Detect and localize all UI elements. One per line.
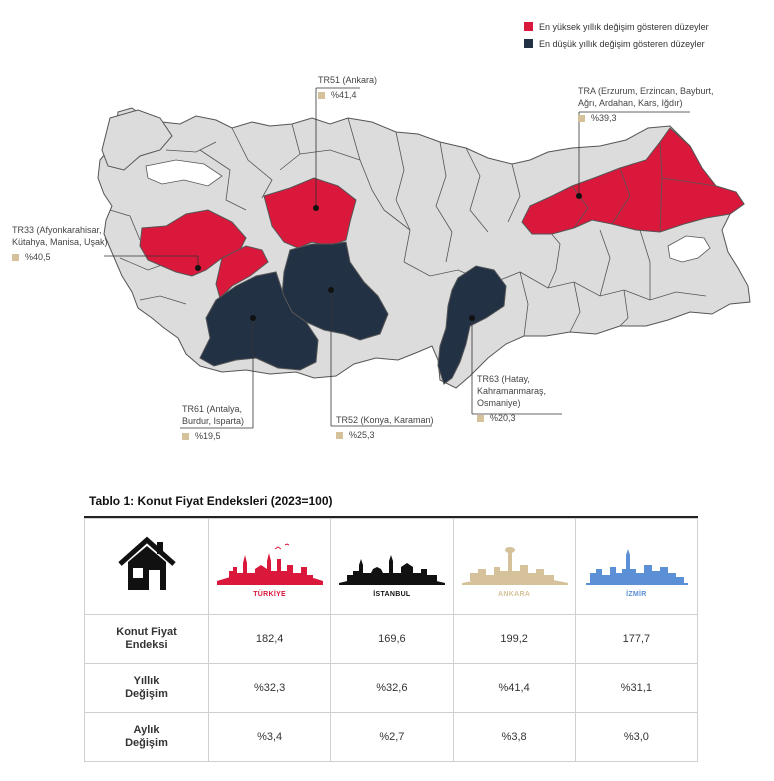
city-header-istanbul [331, 519, 453, 615]
value-swatch [318, 92, 325, 99]
callout-tr63-line3: Osmaniye) [477, 398, 521, 408]
housing-price-index-table [84, 518, 698, 762]
legend-label-low: En düşük yıllık değişim gösteren düzeyler [539, 38, 705, 49]
value-swatch [182, 433, 189, 440]
table-header-row [85, 519, 698, 615]
table-row-index [85, 615, 698, 664]
row-label-line: Yıllık [133, 675, 160, 687]
city-header-izmir [575, 519, 697, 615]
callout-tr61 [182, 403, 244, 442]
callout-tr51-value: %41,4 [331, 90, 357, 100]
table-title: Tablo 1: Konut Fiyat Endeksleri (2023=100) [89, 494, 333, 508]
row-label-line: Endeksi [125, 639, 168, 651]
callout-tr63-line1: TR63 (Hatay, [477, 374, 530, 384]
callout-tra-line1: TRA (Erzurum, Erzincan, Bayburt, [578, 86, 714, 96]
row-label-line: Konut Fiyat [116, 626, 177, 638]
map-legend [524, 18, 709, 52]
city-name-istanbul: İSTANBUL [373, 591, 411, 598]
callout-tra-value: %39,3 [591, 113, 617, 123]
legend-swatch-high [524, 22, 533, 31]
house-icon-cell [85, 519, 209, 615]
table-cell: 169,6 [331, 615, 453, 664]
callout-tr33-value: %40,5 [25, 252, 51, 262]
city-header-turkiye [209, 519, 331, 615]
legend-item-low [524, 35, 709, 52]
city-name-turkiye: TÜRKİYE [253, 591, 287, 598]
ankara-skyline-icon [460, 541, 570, 589]
callout-tr33-line2: Kütahya, Manisa, Uşak) [12, 237, 108, 247]
callout-tr33 [12, 224, 108, 263]
value-swatch [12, 254, 19, 261]
callout-tr52-value: %25,3 [349, 430, 375, 440]
table-cell: %2,7 [331, 713, 453, 762]
istanbul-skyline-icon [337, 541, 447, 589]
table-cell: 199,2 [453, 615, 575, 664]
value-swatch [578, 115, 585, 122]
callout-tr33-line1: TR33 (Afyonkarahisar, [12, 225, 102, 235]
row-label-line: Aylık [133, 724, 160, 736]
callout-tr52 [336, 414, 434, 441]
row-label-monthly [85, 713, 209, 762]
callout-tra-line2: Ağrı, Ardahan, Kars, Iğdır) [578, 98, 683, 108]
table-cell: 182,4 [209, 615, 331, 664]
legend-label-high: En yüksek yıllık değişim gösteren düzeyler [539, 21, 709, 32]
callout-tr51-title: TR51 (Ankara) [318, 75, 378, 85]
table-cell: %3,4 [209, 713, 331, 762]
callout-tr61-line1: TR61 (Antalya, [182, 404, 243, 414]
callout-tr63-line2: Kahramanmaraş, [477, 386, 547, 396]
row-label-line: Değişim [125, 737, 168, 749]
table-row-monthly [85, 713, 698, 762]
table-cell: %32,6 [331, 664, 453, 713]
callout-tr61-line2: Burdur, Isparta) [182, 416, 245, 426]
izmir-skyline-icon [582, 541, 692, 589]
value-swatch [336, 432, 343, 439]
legend-item-high [524, 18, 709, 35]
table-cell: %3,8 [453, 713, 575, 762]
table-cell: %31,1 [575, 664, 697, 713]
legend-swatch-low [524, 39, 533, 48]
city-name-izmir: İZMİR [626, 591, 647, 598]
table-cell: 177,7 [575, 615, 697, 664]
table-cell: %32,3 [209, 664, 331, 713]
city-name-ankara: ANKARA [498, 591, 531, 598]
callout-tra [578, 85, 714, 124]
row-label-index [85, 615, 209, 664]
row-label-annual [85, 664, 209, 713]
row-label-line: Değişim [125, 688, 168, 700]
callout-tr63 [477, 373, 546, 424]
city-header-ankara [453, 519, 575, 615]
table-cell: %3,0 [575, 713, 697, 762]
callout-tr61-value: %19,5 [195, 431, 221, 441]
table-row-annual [85, 664, 698, 713]
value-swatch [477, 415, 484, 422]
table-cell: %41,4 [453, 664, 575, 713]
turkiye-skyline-icon [215, 541, 325, 589]
callout-tr51 [318, 74, 377, 101]
callout-tr52-title: TR52 (Konya, Karaman) [336, 415, 434, 425]
house-icon [116, 536, 178, 594]
callout-tr63-value: %20,3 [490, 413, 516, 423]
